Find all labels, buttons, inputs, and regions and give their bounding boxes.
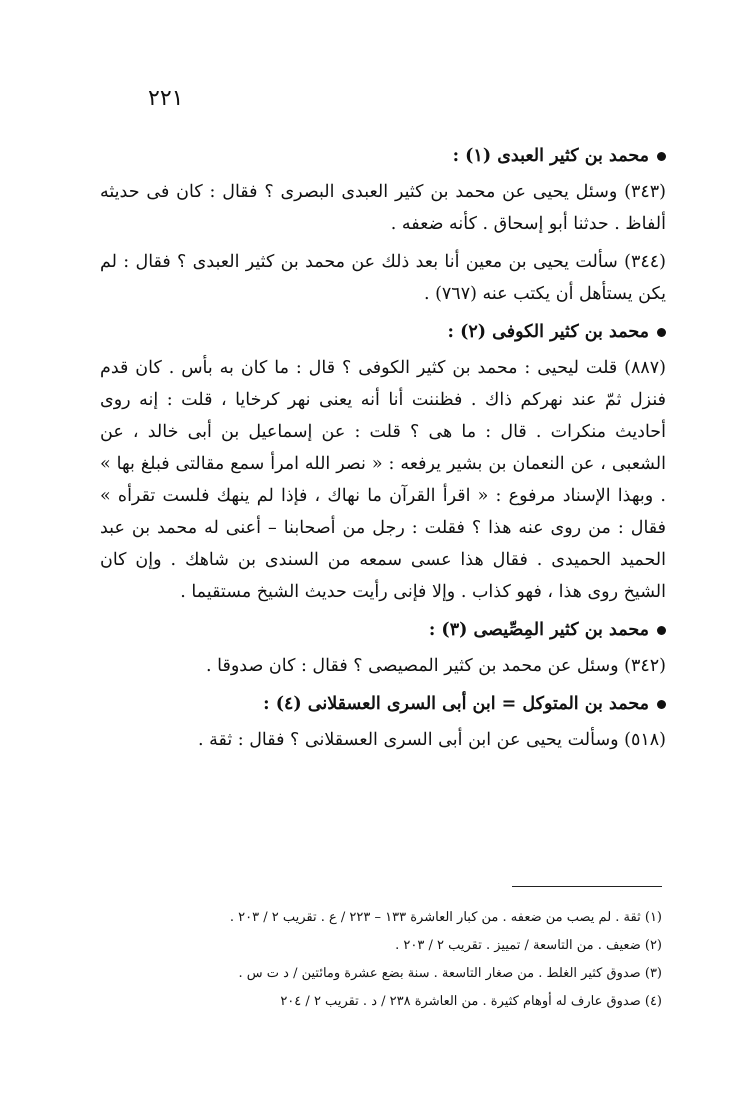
footnote: (٤) صدوق عارف له أوهام كثيرة . من العاشرة ٢٣٨ / د . تقريب ٢ / ٢٠٤ (280, 994, 662, 1009)
narrator-heading (100, 688, 666, 720)
entry-paragraph: (٨٨٧) قلت ليحيى : محمد بن كثير الكوفى ؟ قال : ما كان به بأس . كان قدم فنزل ثمّ عند نهركم ذاك . فظننت أنا أنه يعنى نهر كرخايا ، قلت : إنه روى أحاديث منكرات . قال : ما هى ؟ قلت : عن إسماعيل بن أبى خالد ، عن الشعبى ، عن النعمان بن بشير يرفعه : « نصر الله امرأ سمع مقالتى فبلغ بها » . وبهذا الإسناد مرفوع : « اقرأ القرآن ما نهاك ، فإذا لم ينهك فلست تقرأه » فقال : من روى عنه هذا ؟ فقلت : رجل من أصحابنا – أعنى له محمد بن عبد الحميد الحميدى . فقال هذا عسى سمعه من السندى بن شاهك . وإن كان الشيخ روى هذا ، فهو كذاب . وإلا فإنى رأيت حديث الشيخ مستقيما . (100, 358, 666, 602)
footnote: (١) ثقة . لم يصب من ضعفه . من كبار العاشرة ١٣٣ – ٢٢٣ / ع . تقريب ٢ / ٢٠٣ . (229, 910, 662, 925)
entry-paragraph: (٥١٨) وسألت يحيى عن ابن أبى السرى العسقلانى ؟ فقال : ثقة . (197, 730, 666, 750)
main-text (100, 138, 666, 762)
heading-text: محمد بن المتوكل = ابن أبى السرى العسقلانى (٤) : (263, 694, 649, 714)
page-number: ٢٢١ (148, 86, 184, 111)
heading-text: محمد بن كثير الكوفى (٢) : (447, 322, 649, 342)
narrator-heading (100, 614, 666, 646)
footnote: (٣) صدوق كثير الغلط . من صغار التاسعة . سنة بضع عشرة ومائتين / د ت س . (238, 966, 662, 981)
heading-text: محمد بن كثير العبدى (١) : (452, 146, 649, 166)
narrator-heading (100, 140, 666, 172)
bullet-icon (657, 328, 666, 337)
bullet-icon (657, 626, 666, 635)
entry-paragraph: (٣٤٢) وسئل عن محمد بن كثير المصيصى ؟ فقال : كان صدوقا . (206, 656, 666, 676)
entry-paragraph: (٣٤٣) وسئل يحيى عن محمد بن كثير العبدى البصرى ؟ فقال : كان فى حديثه ألفاظ . حدثنا أبو إسحاق . كأنه ضعفه . (100, 182, 666, 234)
footnote: (٢) ضعيف . من التاسعة / تمييز . تقريب ٢ / ٢٠٣ . (395, 938, 662, 953)
heading-text: محمد بن كثير المِصِّيصى (٣) : (428, 620, 649, 640)
bullet-icon (657, 700, 666, 709)
section-ibn-kathir-abdi (100, 140, 666, 310)
section-ibn-kathir-kufi (100, 316, 666, 608)
section-ibn-kathir-massisi (100, 614, 666, 682)
entry-paragraph: (٣٤٤) سألت يحيى بن معين أنا بعد ذلك عن محمد بن كثير العبدى ؟ فقال : لم يكن يستأهل أن يكتب عنه (٧٦٧) . (100, 252, 666, 304)
narrator-heading (100, 316, 666, 348)
footnote-separator (512, 886, 662, 887)
section-ibn-al-mutawakkil (100, 688, 666, 756)
bullet-icon (657, 152, 666, 161)
footnotes (100, 904, 662, 1016)
